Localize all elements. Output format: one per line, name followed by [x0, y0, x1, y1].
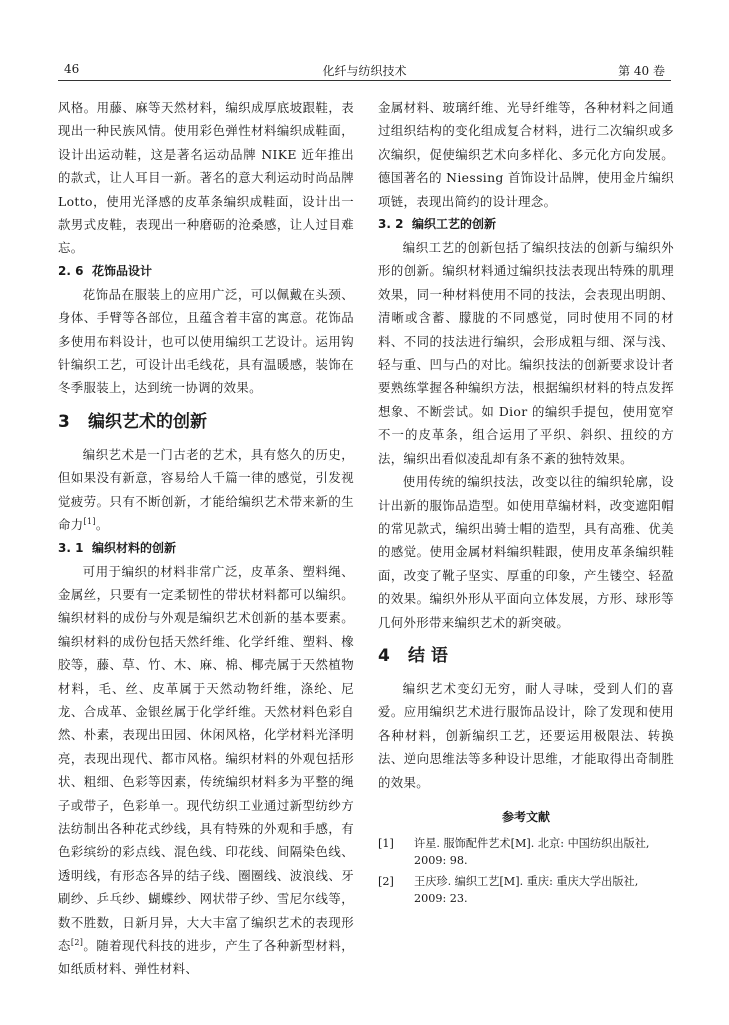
left-column: [58, 96, 354, 981]
section-heading-4: [378, 644, 674, 668]
citation-ref-2: [2]: [70, 938, 84, 947]
section-title: 结 语: [408, 645, 448, 666]
section-number: 3: [58, 411, 70, 432]
section-title: 编织工艺的创新: [412, 217, 497, 232]
subsection-heading-3-2: [378, 213, 674, 236]
paragraph-end: 。: [95, 517, 109, 533]
section-number: 3. 1: [58, 540, 84, 555]
reference-text: 许星. 服饰配件艺术[M]. 北京: 中国纺织出版社, 2009: 98.: [414, 836, 650, 867]
subsection-heading-2-6: [58, 260, 354, 283]
reference-item: [378, 835, 674, 869]
paragraph-material-innovation: [58, 560, 354, 981]
paragraph-continued: 金属材料、玻璃纤维、光导纤维等，各种材料之间通过组织结构的变化组成复合材料，进行二次编织或多次编织，促使编织艺术向多样化、多元化方向发展。德国著名的 Niessing 首饰设计品牌，使用金片编织项链，表现出简约的设计理念。: [378, 100, 674, 209]
section-heading-3: [58, 410, 354, 434]
subsection-heading-3-1: [58, 537, 354, 560]
section-number: 3. 2: [378, 217, 404, 232]
paragraph-innovation-intro: [58, 443, 354, 537]
journal-title: 化纤与纺织技术: [322, 64, 407, 78]
volume-label: 第 40 卷: [618, 64, 665, 78]
reference-number: [1]: [378, 836, 394, 850]
section-title: 编织艺术的创新: [88, 411, 207, 432]
paragraph-text: 可用于编织的材料非常广泛，皮革条、塑料绳、金属丝，只要有一定柔韧性的带状材料都可以编织。编织材料的成份与外观是编织艺术创新的基本要素。编织材料的成份包括天然纤维、化学纤维、塑料、橡胶等，藤、草、竹、木、麻、棉、椰壳属于天然植物材料，毛、丝、皮革属于天然动物纤维，涤纶、尼龙、合成革、金银丝属于化学纤维。天然材料色彩自然、朴素，表现出田园、休闲风格，化学材料光泽明亮，表现出现代、都市风格。编织材料的外观包括形状、粗细、色彩等因素，传统编织材料多为平整的绳子或带子，色彩单一。现代纺织工业通过新型纺纱方法纺制出各种花式纱线，具有特殊的外观和手感，有色彩缤纷的彩点线、混色线、印花线、间隔染色线、透明线，有形态各异的结子线、圈圈线、波浪线、牙刷纱、乒乓纱、蝴蝶纱、网状带子纱、雪尼尔线等，数不胜数，日新月异，大大丰富了编织艺术的表现形态: [58, 563, 354, 953]
page-number: 46: [64, 62, 80, 76]
right-column: [378, 96, 674, 911]
reference-text: 王庆珍. 编织工艺[M]. 重庆: 重庆大学出版社, 2009: 23.: [414, 874, 639, 905]
reference-item: [378, 873, 674, 907]
paragraph-text: 编织艺术是一门古老的艺术，具有悠久的历史，但如果没有新意，容易给人千篇一律的感觉，引发视觉疲劳。只有不断创新，才能给编织艺术带来新的生命力: [58, 446, 354, 533]
citation-ref-1: [1]: [83, 517, 96, 527]
paragraph-shape-innovation: 使用传统的编织技法，改变以往的编织轮廓，设计出新的服饰品造型。如使用草编材料，改变遮阳帽的常见款式，编织出骑士帽的造型，具有高雅、优美的感觉。使用金属材料编织鞋跟，使用皮革条编织鞋面，改变了靴子坚实、厚重的印象，产生镂空、轻盈的效果。编织外形从平面向立体发展，方形、球形等几何外形带来编织艺术的新突破。: [378, 474, 674, 630]
section-number: 2. 6: [58, 263, 84, 278]
paragraph-end: 。随着现代科技的进步，产生了各种新型材料，如纸质材料、弹性材料、: [58, 938, 354, 977]
section-title: 编织材料的创新: [92, 540, 177, 555]
paragraph-conclusion: 编织艺术变幻无穷，耐人寻味，受到人们的喜爱。应用编织艺术进行服饰品设计，除了发现和使用各种材料，创新编织工艺，还要运用极限法、转换法、逆向思维法等多种设计思维，才能取得出奇制胜的效果。: [378, 680, 674, 790]
paragraph-continued: 风格。用藤、麻等天然材料，编织成厚底坡跟鞋，表现出一种民族风情。使用彩色弹性材料编织成鞋面，设计出运动鞋，这是著名运动品牌 NIKE 近年推出的款式，让人耳目一新。著名的意大利运动时尚品牌 Lotto，使用光泽感的皮革条编织成鞋面，设计出一款男式皮鞋，表现出一种磨砺的沧桑感，让人过目难忘。: [58, 100, 354, 256]
running-header: [58, 60, 671, 81]
paragraph-technique-innovation: 编织工艺的创新包括了编织技法的创新与编织外形的创新。编织材料通过编织技法表现出特殊的肌理效果，同一种材料使用不同的技法，会表现出明朗、清晰或含蓄、朦胧的不同感觉，同时使用不同的材料、不同的技法进行编织，会形成粗与细、深与浅、轻与重、凹与凸的对比。编织技法的创新要求设计者要熟练掌握各种编织方法，根据编织材料的特点发挥想象、不断尝试。如 Dior 的编织手提包，使用宽窄不一的皮革条，组合运用了平织、斜织、扭绞的方法，编织出看似凌乱却有条不紊的独特效果。: [378, 240, 674, 466]
paragraph-flower-accessories: 花饰品在服装上的应用广泛，可以佩戴在头颈、身体、手臂等各部位，且蕴含着丰富的寓意。花饰品多使用布料设计，也可以使用编织工艺设计。运用钩针编织工艺，可设计出毛线花，具有温暖感，装饰在冬季服装上，达到统一协调的效果。: [58, 286, 354, 396]
section-title: 花饰品设计: [92, 263, 153, 278]
references-heading: 参考文献: [501, 809, 550, 824]
section-number: 4: [378, 645, 390, 666]
reference-number: [2]: [378, 874, 394, 888]
